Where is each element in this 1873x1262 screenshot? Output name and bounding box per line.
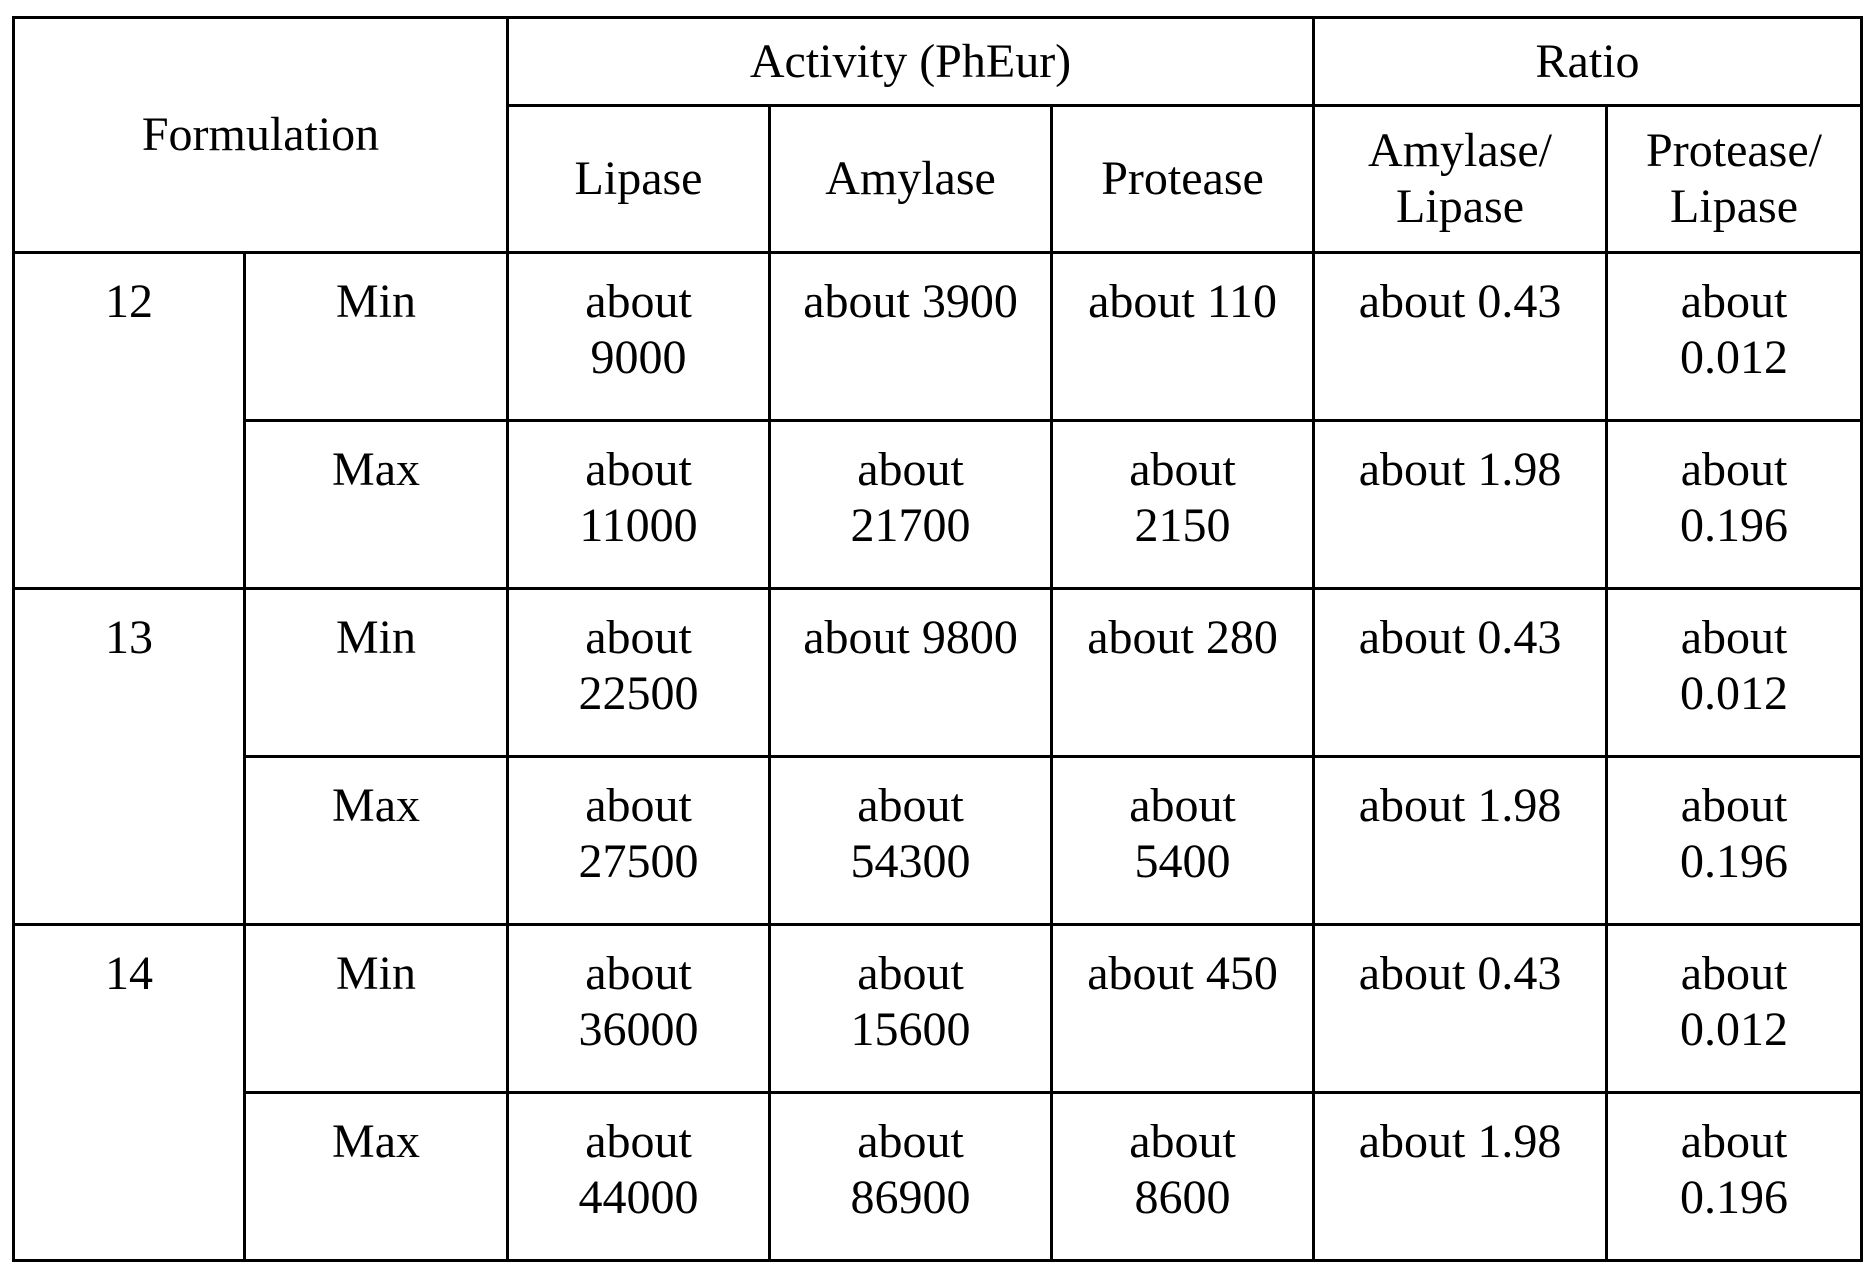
table-row [14, 925, 1862, 1093]
protease-value-line: 5400 [1134, 835, 1231, 888]
protease-lipase-cell [1607, 589, 1862, 757]
table-row [14, 253, 1862, 421]
protease-cell [1052, 589, 1314, 757]
protease-cell [1052, 421, 1314, 589]
amylase-value-line: 54300 [850, 835, 971, 888]
protease-value-line: about 450 [1087, 947, 1278, 1000]
header-protease-lipase-line2: Lipase [1670, 180, 1798, 233]
header-protease-lipase-ratio [1607, 106, 1862, 253]
table-row [14, 1093, 1862, 1261]
amylase-lipase-value-line: about 1.98 [1358, 779, 1562, 832]
header-amylase-lipase-line2: Lipase [1396, 180, 1524, 233]
level-cell [245, 589, 508, 757]
protease-lipase-value-line: about [1680, 443, 1788, 496]
level-label: Min [336, 947, 417, 1000]
level-label: Max [332, 443, 420, 496]
lipase-value-line: about [585, 1115, 692, 1168]
table-row [14, 421, 1862, 589]
amylase-value-line: about [857, 779, 964, 832]
amylase-value-line: about [857, 947, 964, 1000]
protease-value-line: about [1129, 779, 1236, 832]
amylase-lipase-value-line: about 0.43 [1358, 947, 1562, 1000]
protease-cell [1052, 1093, 1314, 1261]
header-ratio-group [1314, 18, 1862, 106]
amylase-lipase-cell [1314, 1093, 1607, 1261]
protease-value-line: about [1129, 443, 1236, 496]
protease-lipase-value-line: 0.196 [1680, 835, 1789, 888]
formulation-number-cell [14, 253, 245, 589]
amylase-lipase-cell [1314, 757, 1607, 925]
amylase-lipase-value-line: about 0.43 [1358, 611, 1562, 664]
header-amylase-lipase-line1: Amylase/ [1368, 124, 1553, 177]
amylase-cell [770, 253, 1052, 421]
level-cell [245, 421, 508, 589]
level-cell [245, 757, 508, 925]
protease-cell [1052, 925, 1314, 1093]
protease-value-line: 8600 [1134, 1171, 1231, 1224]
amylase-value-line: about 3900 [803, 275, 1018, 328]
header-lipase-label: Lipase [574, 152, 703, 205]
table-row [14, 757, 1862, 925]
amylase-value-line: about 9800 [803, 611, 1018, 664]
lipase-value-line: 11000 [579, 499, 698, 552]
header-amylase-lipase-ratio [1314, 106, 1607, 253]
amylase-value-line: 21700 [850, 499, 971, 552]
header-amylase [770, 106, 1052, 253]
amylase-cell [770, 757, 1052, 925]
header-lipase [508, 106, 770, 253]
header-activity-group [508, 18, 1314, 106]
header-protease-lipase-line1: Protease/ [1646, 124, 1822, 177]
amylase-lipase-value-line: about 1.98 [1358, 1115, 1562, 1168]
level-label: Min [336, 611, 417, 664]
amylase-lipase-cell [1314, 925, 1607, 1093]
header-row-groups [14, 18, 1862, 106]
lipase-value-line: 44000 [578, 1171, 699, 1224]
amylase-cell [770, 421, 1052, 589]
lipase-cell [508, 421, 770, 589]
protease-cell [1052, 253, 1314, 421]
protease-value-line: about 110 [1088, 275, 1277, 328]
formulation-number-cell [14, 589, 245, 925]
protease-value-line: about [1129, 1115, 1236, 1168]
formulation-number: 12 [105, 275, 153, 328]
amylase-cell [770, 925, 1052, 1093]
amylase-cell [770, 589, 1052, 757]
protease-lipase-cell [1607, 925, 1862, 1093]
level-cell [245, 253, 508, 421]
amylase-value-line: about [857, 443, 964, 496]
lipase-value-line: about [585, 779, 692, 832]
header-ratio-label: Ratio [1535, 34, 1640, 88]
level-cell [245, 1093, 508, 1261]
lipase-value-line: about [585, 443, 692, 496]
protease-lipase-cell [1607, 253, 1862, 421]
lipase-cell [508, 589, 770, 757]
amylase-value-line: about [857, 1115, 964, 1168]
lipase-value-line: 9000 [590, 331, 687, 384]
protease-lipase-value-line: about [1680, 611, 1788, 664]
amylase-lipase-cell [1314, 589, 1607, 757]
formulation-number: 14 [105, 947, 153, 1000]
lipase-value-line: 36000 [578, 1003, 699, 1056]
amylase-lipase-value-line: about 1.98 [1358, 443, 1562, 496]
amylase-value-line: 86900 [850, 1171, 971, 1224]
formulation-number: 13 [105, 611, 153, 664]
protease-lipase-value-line: 0.196 [1680, 499, 1789, 552]
lipase-cell [508, 253, 770, 421]
lipase-cell [508, 757, 770, 925]
level-cell [245, 925, 508, 1093]
header-activity-label: Activity (PhEur) [749, 34, 1072, 88]
protease-lipase-value-line: about [1680, 1115, 1788, 1168]
lipase-cell [508, 1093, 770, 1261]
protease-lipase-value-line: 0.012 [1680, 1003, 1789, 1056]
protease-lipase-cell [1607, 757, 1862, 925]
amylase-lipase-cell [1314, 253, 1607, 421]
header-formulation-label: Formulation [141, 108, 380, 161]
lipase-cell [508, 925, 770, 1093]
enzyme-activity-table [12, 16, 1863, 1262]
protease-lipase-value-line: 0.012 [1680, 667, 1789, 720]
protease-lipase-cell [1607, 1093, 1862, 1261]
amylase-lipase-cell [1314, 421, 1607, 589]
protease-lipase-value-line: about [1680, 275, 1788, 328]
lipase-value-line: about [585, 275, 692, 328]
level-label: Min [336, 275, 417, 328]
protease-lipase-value-line: 0.196 [1680, 1171, 1789, 1224]
lipase-value-line: about [585, 947, 692, 1000]
protease-cell [1052, 757, 1314, 925]
formulation-number-cell [14, 925, 245, 1261]
level-label: Max [332, 779, 420, 832]
lipase-value-line: 27500 [578, 835, 699, 888]
header-protease [1052, 106, 1314, 253]
protease-value-line: about 280 [1087, 611, 1278, 664]
protease-lipase-value-line: about [1680, 947, 1788, 1000]
header-amylase-label: Amylase [825, 152, 996, 205]
header-formulation [14, 18, 508, 253]
header-protease-label: Protease [1101, 152, 1264, 205]
lipase-value-line: about [585, 611, 692, 664]
protease-lipase-value-line: 0.012 [1680, 331, 1789, 384]
amylase-value-line: 15600 [850, 1003, 971, 1056]
lipase-value-line: 22500 [578, 667, 699, 720]
protease-value-line: 2150 [1134, 499, 1231, 552]
table-row [14, 589, 1862, 757]
protease-lipase-cell [1607, 421, 1862, 589]
level-label: Max [332, 1115, 420, 1168]
amylase-lipase-value-line: about 0.43 [1358, 275, 1562, 328]
amylase-cell [770, 1093, 1052, 1261]
protease-lipase-value-line: about [1680, 779, 1788, 832]
